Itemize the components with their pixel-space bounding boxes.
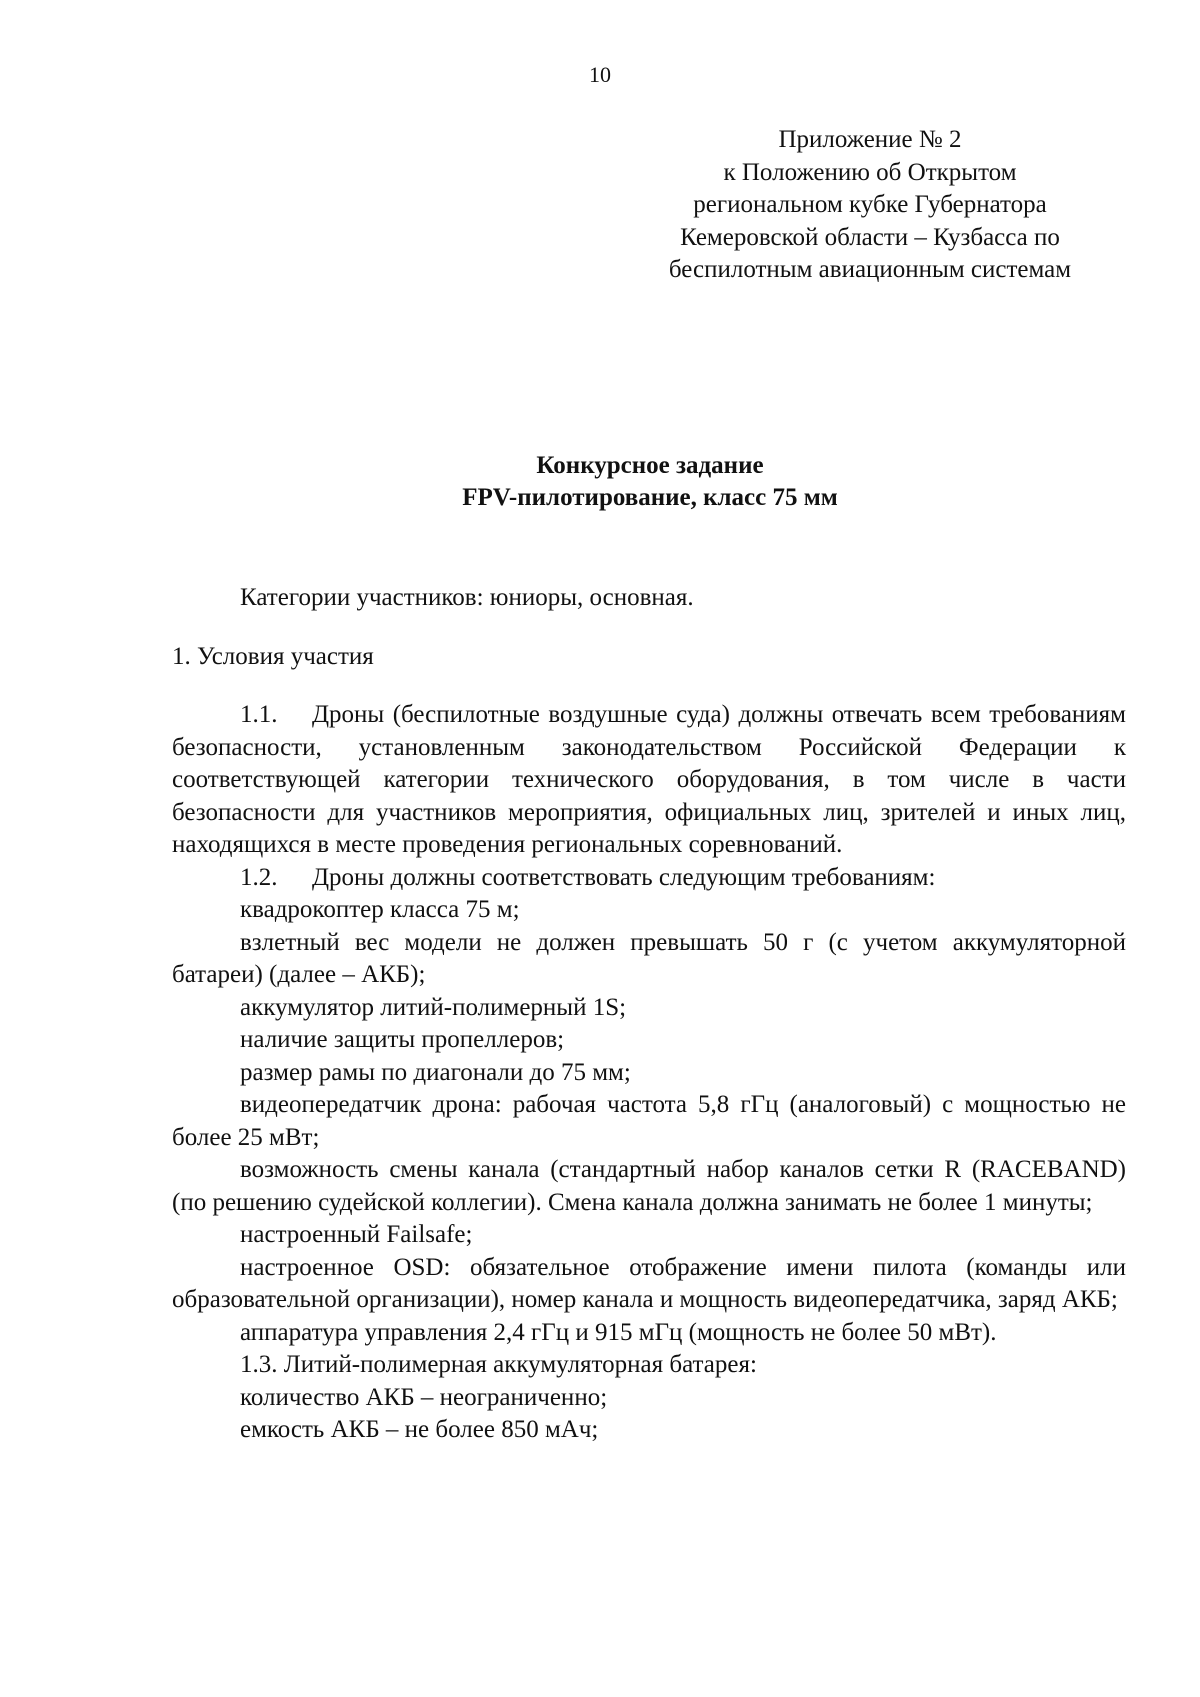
requirement-item: настроенное OSD: обязательное отображение имени пилота (команды или образовательной организации), номер канала и мощность видеопередатчика, заряд АКБ;: [172, 1253, 1126, 1313]
title-line-1: Конкурсное задание: [536, 452, 764, 479]
battery-item: емкость АКБ – не более 850 мАч;: [240, 1416, 599, 1443]
requirement-item: размер рамы по диагонали до 75 мм;: [240, 1058, 631, 1086]
annex-header: [640, 124, 1100, 287]
annex-line: региональном кубке Губернатора: [693, 191, 1047, 218]
battery-item: количество АКБ – неограниченно;: [240, 1383, 608, 1411]
paragraph-1-3: 1.3. Литий-полимерная аккумуляторная батарея:: [240, 1351, 757, 1378]
document-body: [172, 582, 1126, 1447]
document-title: [0, 450, 1200, 514]
annex-line: Кемеровской области – Кузбасса по: [680, 223, 1060, 251]
paragraph-text: Дроны должны соответствовать следующим требованиям:: [312, 863, 936, 891]
title-line-2: FPV-пилотирование, класс 75 мм: [462, 484, 838, 511]
section-heading: 1. Условия участия: [172, 642, 374, 670]
annex-line: к Положению об Открытом: [723, 158, 1017, 186]
paragraph-number: 1.2.: [240, 863, 278, 891]
requirement-item: настроенный Failsafe;: [240, 1221, 473, 1248]
requirement-item: возможность смены канала (стандартный набор каналов сетки R (RACEBAND) (по решению судейской коллегии). Смена канала должна занимать не более 1 минуты;: [172, 1156, 1126, 1216]
paragraph-1-1: [172, 699, 1126, 862]
requirement-item: взлетный вес модели не должен превышать 50 г (с учетом аккумуляторной батареи) (далее – АКБ);: [172, 928, 1126, 988]
paragraph-1-2: [172, 862, 1126, 895]
requirement-item: наличие защиты пропеллеров;: [240, 1026, 565, 1053]
requirement-item: видеопередатчик дрона: рабочая частота 5,8 гГц (аналоговый) с мощностью не более 25 мВт;: [172, 1091, 1126, 1151]
paragraph-number: 1.1.: [240, 701, 278, 728]
paragraph-text: Дроны (беспилотные воздушные суда) должны отвечать всем требованиям безопасности, установленным законодательством Российской Федерации к соответствующей категории технического оборудования, в том числе в части безопасности для участников мероприятия, официальных лиц, зрителей и иных лиц, находящихся в месте проведения региональных соревнований.: [172, 701, 1126, 858]
requirement-item: аккумулятор литий-полимерный 1S;: [240, 993, 627, 1021]
participant-categories: Категории участников: юниоры, основная.: [240, 584, 694, 611]
annex-line: беспилотным авиационным системам: [668, 256, 1072, 283]
page-number: 10: [589, 62, 611, 87]
requirement-item: аппаратура управления 2,4 гГц и 915 мГц (мощность не более 50 мВт).: [240, 1318, 997, 1346]
annex-line: Приложение № 2: [778, 126, 962, 153]
requirement-item: квадрокоптер класса 75 м;: [240, 896, 520, 923]
